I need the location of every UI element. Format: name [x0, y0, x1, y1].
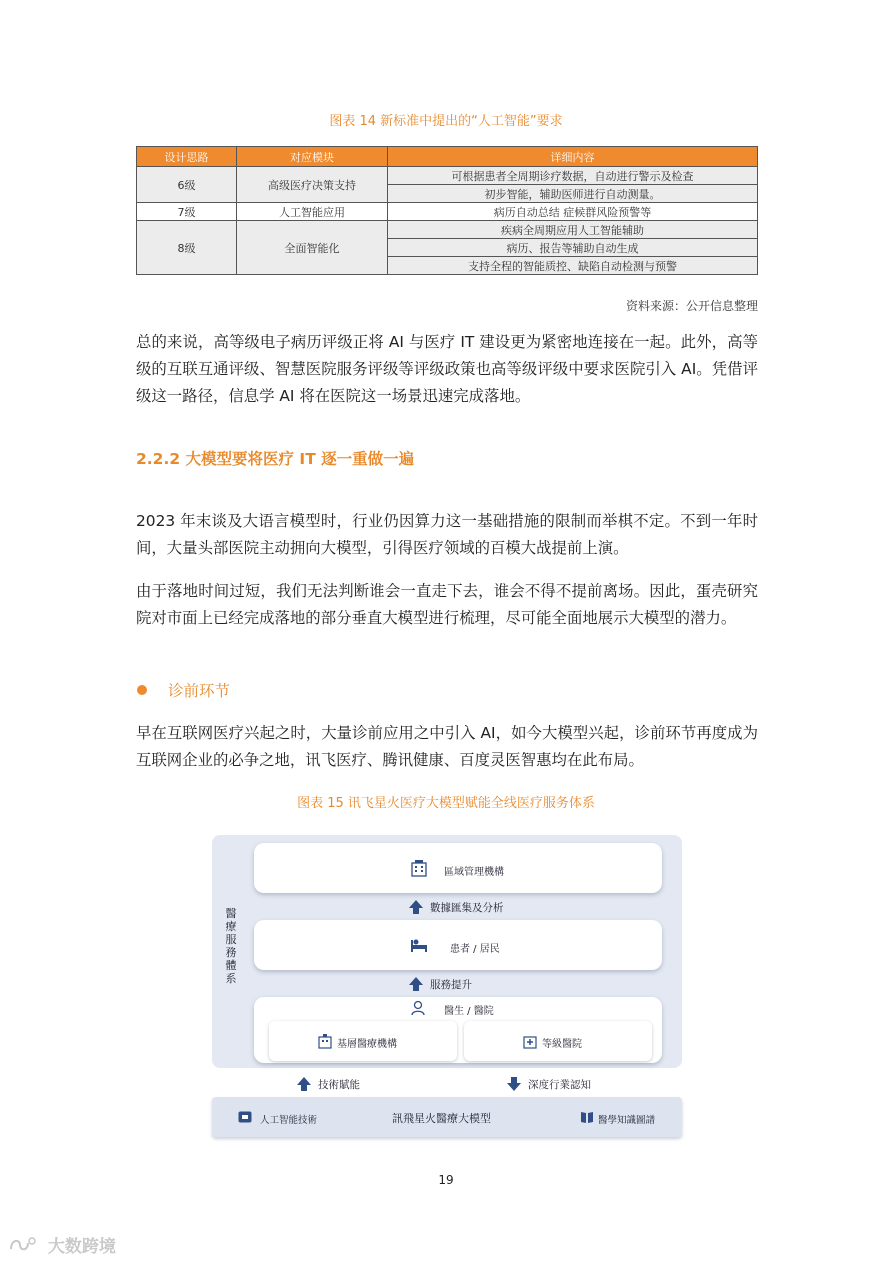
table-source: 资料来源：公开信息整理 [625, 299, 758, 313]
model-bar [212, 1097, 682, 1137]
arrow-up-icon [408, 976, 424, 992]
bottom-right-label: 醫學知識圖譜 [598, 1115, 656, 1126]
requirements-table [136, 146, 757, 275]
module-cell: 人工智能应用 [237, 203, 388, 221]
arrow-label: 數據匯集及分析 [430, 902, 504, 914]
card-doctors-hospitals [254, 997, 662, 1063]
bottom-left-label: 人工智能技術 [260, 1115, 318, 1126]
card-label: 醫生 / 醫院 [444, 1006, 494, 1017]
module-cell: 全面智能化 [237, 221, 388, 275]
service-system-diagram [212, 835, 683, 1140]
table-row [137, 167, 758, 185]
vertical-label: 醫療服務體系 [225, 907, 237, 985]
level-cell: 8级 [137, 221, 237, 275]
table-header-cell: 详细内容 [388, 147, 758, 167]
detail-cell: 可根据患者全周期诊疗数据，自动进行警示及检查 [388, 167, 758, 185]
sub-card-graded-hospital [464, 1021, 652, 1061]
paragraph: 2023 年末谈及大语言模型时，行业仍因算力这一基础措施的限制而举棋不定。不到一年时间，大量头部医院主动拥向大模型，引得医疗领域的百模大战提前上演。 [136, 512, 758, 557]
table-header-cell: 对应模块 [237, 147, 388, 167]
book-icon [580, 1110, 594, 1124]
module-cell: 高级医疗决策支持 [237, 167, 388, 203]
card-label: 區域管理機構 [444, 867, 504, 878]
card-label: 患者 / 居民 [450, 944, 500, 955]
paragraph: 总的来说，高等级电子病历评级正将 AI 与医疗 IT 建设更为紧密地连接在一起。此外，高等级的互联互通评级、智慧医院服务评级等评级政策也高等级评级中要求医院引入 AI。凭借评级这一路径，信息学 AI 将在医院这一场景迅速完成落地。 [136, 333, 758, 405]
level-cell: 7级 [137, 203, 237, 221]
doctor-icon [410, 1000, 426, 1016]
watermark [8, 1232, 116, 1257]
sub-card-label: 基層醫療機構 [337, 1039, 397, 1050]
card-patients [254, 920, 662, 970]
sub-card-primary-care [269, 1021, 457, 1061]
table-row [137, 203, 758, 221]
patient-bed-icon [410, 936, 428, 954]
detail-cell: 支持全程的智能质控、缺陷自动检测与预警 [388, 257, 758, 275]
arrow-label: 深度行業認知 [528, 1079, 591, 1091]
bullet-heading: 诊前环节 [168, 682, 231, 700]
arrow-label: 技術賦能 [318, 1079, 360, 1091]
watermark-logo-icon [8, 1235, 38, 1255]
detail-cell: 病历自动总结 症候群风险预警等 [388, 203, 758, 221]
detail-cell: 病历、报告等辅助自动生成 [388, 239, 758, 257]
hospital-icon [522, 1033, 538, 1049]
paragraph: 由于落地时间过短，我们无法判断谁会一直走下去，谁会不得不提前离场。因此，蛋壳研究院对市面上已经完成落地的部分垂直大模型进行梳理，尽可能全面地展示大模型的潜力。 [136, 582, 758, 627]
bottom-center-label: 訊飛星火醫療大模型 [392, 1112, 491, 1125]
building-icon [410, 859, 428, 877]
table-row [137, 221, 758, 239]
table-header-cell: 设计思路 [137, 147, 237, 167]
detail-cell: 疾病全周期应用人工智能辅助 [388, 221, 758, 239]
arrow-down-icon [506, 1076, 522, 1092]
card-regional-management [254, 843, 662, 893]
bullet-dot-icon [137, 685, 147, 695]
page-number: 19 [438, 1173, 454, 1187]
detail-cell: 初步智能，辅助医师进行自动测量。 [388, 185, 758, 203]
sub-card-label: 等級醫院 [542, 1039, 582, 1050]
arrow-up-icon [296, 1076, 312, 1092]
table-caption: 图表 14 新标准中提出的“人工智能”要求 [329, 114, 563, 129]
arrow-label: 服務提升 [430, 979, 472, 991]
level-cell: 6级 [137, 167, 237, 203]
paragraph: 早在互联网医疗兴起之时，大量诊前应用之中引入 AI，如今大模型兴起，诊前环节再度成为互联网企业的必争之地，讯飞医疗、腾讯健康、百度灵医智惠均在此布局。 [136, 724, 758, 769]
watermark-text: 大数跨境 [47, 1237, 116, 1257]
figure-caption: 图表 15 讯飞星火医疗大模型赋能全线医疗服务体系 [297, 796, 595, 811]
ai-chip-icon [238, 1111, 252, 1123]
section-heading: 2.2.2 大模型要将医疗 IT 逐一重做一遍 [136, 450, 415, 468]
arrow-up-icon [408, 899, 424, 915]
building-icon [317, 1033, 333, 1049]
